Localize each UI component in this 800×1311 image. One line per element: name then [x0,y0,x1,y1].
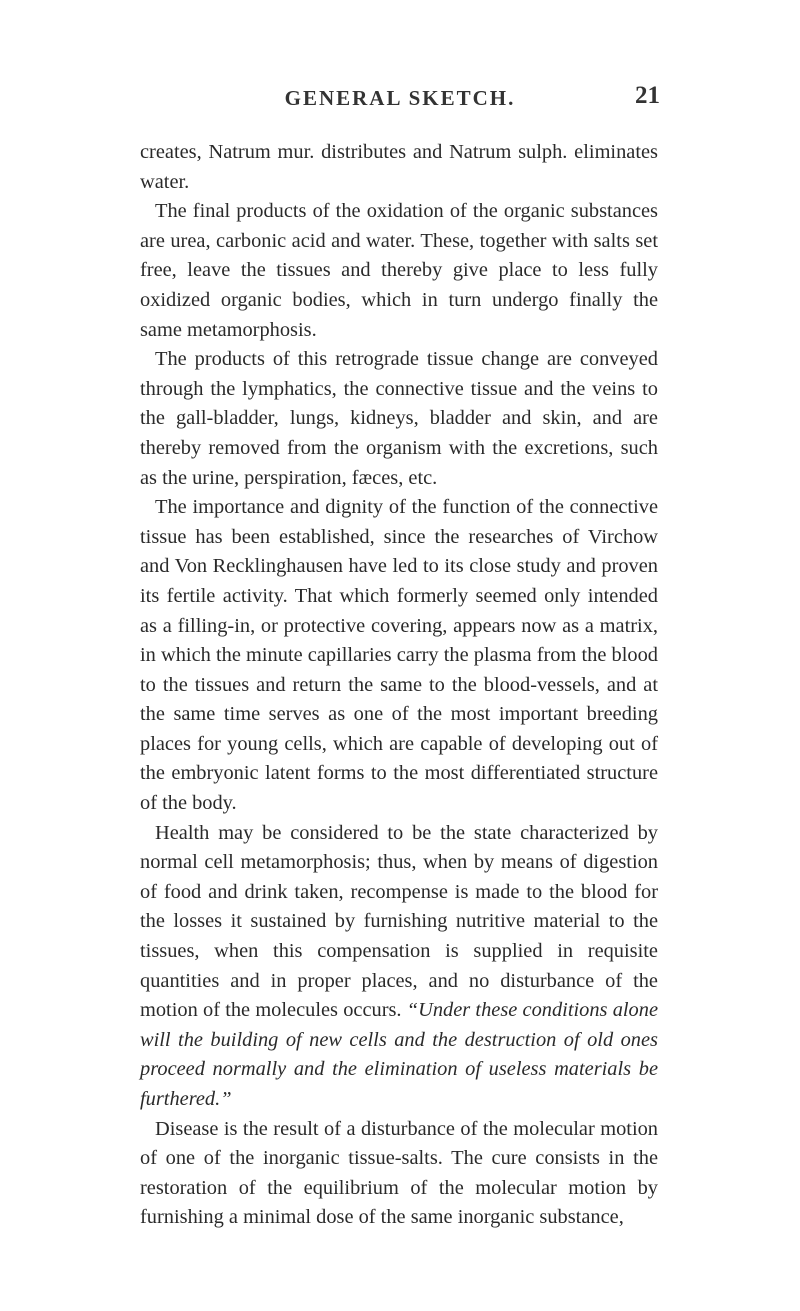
paragraph-connective-tissue: The importance and dignity of the function of the connective tissue has been established, since the researches of Virchow and Von Recklinghausen have led to its close study and proven its fertile activity. That which formerly seemed only intended as a filling-in, or protective covering, appears now as a matrix, in which the minute capillaries carry the plasma from the blood to the tissues and return the same to the blood-vessels, and at the same time serves as one of the most important breeding places for young cells, which are capable of developing out of the embryonic latent forms to the most differentiated structure of the body. [140,496,658,815]
paragraph-oxidation-products: The final products of the oxidation of the organic substances are urea, carbonic acid and water. These, together with salts set free, leave the tissues and thereby give place to less fully oxidized organic bodies, which in turn undergo finally the same metamorphosis. [140,200,658,341]
page-number: 21 [635,82,660,109]
paragraph-continuation: creates, Natrum mur. distributes and Natrum sulph. eliminates water. [140,141,658,193]
running-head [0,82,800,120]
paragraph-disease: Disease is the result of a disturbance of the molecular motion of one of the inorganic tissue-salts. The cure consists in the restoration of the equilibrium of the molecular motion by furnishing a minimal dose of the same inorganic substance, [140,1117,658,1229]
body-text [140,138,658,1233]
paragraph-retrograde-change: The products of this retrograde tissue change are conveyed through the lymphatics, the connective tissue and the veins to the gall-bladder, lungs, kidneys, bladder and skin, and are thereby removed from the organism with the excretions, such as the urine, perspiration, fæces, etc. [140,348,658,489]
health-text: Health may be considered to be the state characterized by normal cell metamorphosis; thus, when by means of digestion of food and drink taken, recompense is made to the blood for the losses it sustained by furnishing nutritive material to the tissues, when this compensation is supplied in requisite quantities and in proper places, and no disturbance of the motion of the molecules occurs. [140,821,658,1022]
running-head-title: GENERAL SKETCH. [284,86,516,110]
paragraph-health [140,819,658,1115]
health-quote: “Under these conditions alone will the building of new cells and the destruction of old ones proceed normally and the elimination of useless materials be furthered.” [140,999,658,1110]
